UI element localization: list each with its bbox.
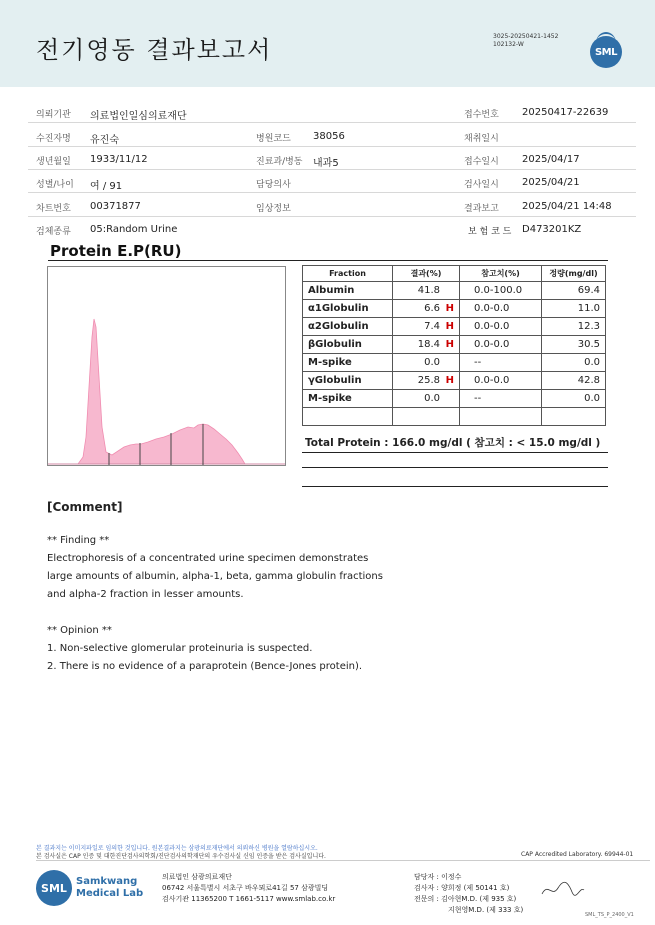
fraction-reference: 0.0-0.0 [460, 372, 542, 390]
electrophoresis-curve [48, 319, 285, 464]
chart-label: 차트번호 [36, 204, 71, 214]
col-header-quantity: 정량(mg/dl) [542, 266, 606, 282]
fraction-name: M-spike [303, 354, 393, 372]
fraction-reference [460, 408, 542, 426]
finding-line-1: Electrophoresis of a concentrated urine specimen demonstrates [47, 553, 369, 564]
table-header-row [303, 266, 606, 282]
comment-header: [Comment] [47, 500, 123, 514]
fraction-quantity: 0.0 [542, 354, 606, 372]
sex-age-label: 성별/나이 [36, 180, 74, 190]
sml-logo: SML [590, 36, 622, 68]
table-row [303, 390, 606, 408]
reported-value: 2025/04/21 14:48 [522, 201, 612, 212]
result-flag: H [445, 303, 454, 314]
clinical-label: 임상정보 [256, 204, 291, 214]
fraction-name: Albumin [303, 282, 393, 300]
document-code-line-1: 3025-20250421-1452 [493, 33, 559, 40]
table-row [303, 372, 606, 390]
tested-label: 검사일시 [464, 180, 499, 190]
fraction-result [393, 354, 460, 372]
fraction-quantity [542, 408, 606, 426]
insurance-value: D473201KZ [522, 224, 582, 235]
doctor-label: 담당의사 [256, 180, 291, 190]
address-line-1: 의료법인 삼광의료재단 [162, 873, 232, 881]
receipt-no-label: 접수번호 [464, 110, 499, 120]
report-title: 전기영동 결과보고서 [36, 36, 273, 64]
col-header-reference: 참고치(%) [460, 266, 542, 282]
received-label: 접수일시 [464, 157, 499, 167]
fraction-result [393, 408, 460, 426]
result-value: 18.4 [417, 339, 440, 350]
info-row-5 [28, 194, 636, 217]
result-value: 25.8 [417, 375, 440, 386]
result-value: 0.0 [424, 357, 440, 368]
fraction-result [393, 336, 460, 354]
result-value: 6.6 [424, 303, 440, 314]
dob-value: 1933/11/12 [90, 154, 148, 165]
col-header-result: 결과(%) [393, 266, 460, 282]
address-line-3: 검사기관 11365200 T 1661-5117 www.smlab.co.kr [162, 895, 336, 903]
electrophoresis-curve-svg [48, 267, 285, 465]
fraction-result [393, 318, 460, 336]
ward-code-label: 병원코드 [256, 134, 291, 144]
signature-image [540, 878, 585, 902]
result-flag: H [445, 375, 454, 386]
fraction-quantity: 69.4 [542, 282, 606, 300]
col-header-fraction: Fraction [303, 266, 393, 282]
result-value: 41.8 [417, 285, 440, 296]
opinion-line-2: 2. There is no evidence of a paraprotein (Bence-Jones protein). [47, 661, 363, 672]
table-row [303, 300, 606, 318]
received-value: 2025/04/17 [522, 154, 580, 165]
info-row-4 [28, 170, 636, 193]
fraction-reference: 0.0-0.0 [460, 300, 542, 318]
patient-label: 수진자명 [36, 134, 71, 144]
finding-line-3: and alpha-2 fraction in lesser amounts. [47, 589, 244, 600]
info-row-3 [28, 147, 636, 170]
table-row [303, 282, 606, 300]
fraction-name: α1Globulin [303, 300, 393, 318]
opinion-line-1: 1. Non-selective glomerular proteinuria is suspected. [47, 643, 313, 654]
fraction-quantity: 12.3 [542, 318, 606, 336]
fraction-reference: -- [460, 390, 542, 408]
total-protein: Total Protein : 166.0 mg/dl ( 참고치 : < 15.0 mg/dl ) [305, 437, 601, 449]
chart-value: 00371877 [90, 201, 141, 212]
dob-label: 생년월일 [36, 157, 71, 167]
form-code: SML_TS_P_2400_V1 [585, 912, 634, 918]
specimen-value: 05:Random Urine [90, 224, 178, 235]
fraction-reference: 0.0-100.0 [460, 282, 542, 300]
signatory-1: 담당자 : 이정수 [414, 873, 462, 881]
fraction-quantity: 0.0 [542, 390, 606, 408]
footer-sml-logo: SML [36, 870, 72, 906]
dept-value: 내과5 [313, 158, 339, 169]
finding-heading: ** Finding ** [47, 535, 110, 546]
institution-label: 의뢰기관 [36, 110, 71, 120]
reported-label: 결과보고 [464, 204, 499, 214]
fraction-quantity: 11.0 [542, 300, 606, 318]
fraction-name: βGlobulin [303, 336, 393, 354]
institution-value: 의료법인일심의료재단 [90, 111, 187, 122]
fraction-reference: 0.0-0.0 [460, 336, 542, 354]
ward-code-value: 38056 [313, 131, 345, 142]
finding-line-2: large amounts of albumin, alpha-1, beta, gamma globulin fractions [47, 571, 383, 582]
fraction-reference: -- [460, 354, 542, 372]
result-value: 7.4 [424, 321, 440, 332]
brand-line-1: Samkwang [76, 876, 138, 887]
receipt-no-value: 20250417-22639 [522, 107, 609, 118]
electrophoresis-graph [47, 266, 286, 466]
brand-line-2: Medical Lab [76, 888, 144, 899]
fraction-table [302, 265, 606, 426]
footer-note-1: 본 결과지는 이미지파일로 임의한 것입니다. 원본결과지는 삼광의료재단에서 의뢰하신 병원을 열람하십시오. [36, 845, 318, 852]
fraction-result [393, 282, 460, 300]
document-code-line-2: 102132-W [493, 41, 524, 48]
signatory-3: 전문의 : 김아현M.D. (제 935 호) [414, 895, 517, 903]
section-title: Protein E.P(RU) [50, 242, 182, 260]
fraction-name [303, 408, 393, 426]
cap-accreditation: CAP Accredited Laboratory. 69944-01 [521, 851, 634, 858]
insurance-label: 보 험 코 드 [468, 227, 512, 237]
total-rule-1 [302, 452, 608, 453]
fraction-quantity: 42.8 [542, 372, 606, 390]
result-flag: H [445, 321, 454, 332]
fraction-reference: 0.0-0.0 [460, 318, 542, 336]
fraction-quantity: 30.5 [542, 336, 606, 354]
table-row [303, 354, 606, 372]
footer-signatories [414, 872, 523, 916]
fraction-result [393, 390, 460, 408]
section-title-rule [48, 260, 608, 261]
fraction-name: M-spike [303, 390, 393, 408]
info-row-1 [28, 100, 636, 123]
signature-stroke [542, 882, 584, 895]
total-rule-2 [302, 467, 608, 468]
dept-label: 진료과/병동 [256, 157, 303, 167]
footer-address [162, 872, 335, 905]
document-code [493, 33, 558, 49]
specimen-label: 검체종류 [36, 227, 71, 237]
table-row [303, 318, 606, 336]
fraction-result [393, 300, 460, 318]
opinion-heading: ** Opinion ** [47, 625, 112, 636]
footer-brand [76, 876, 143, 900]
footer-note-2: 본 검사실은 CAP 인증 및 대한진단검사의학회/진단검사의학재단의 우수검사실 신임 인증을 받은 검사실입니다. [36, 853, 326, 860]
collection-label: 채취일시 [464, 134, 499, 144]
patient-value: 유진숙 [90, 135, 119, 146]
total-rule-3 [302, 486, 608, 487]
signatory-4: 지현영M.D. (제 333 호) [448, 906, 524, 914]
result-value: 0.0 [424, 393, 440, 404]
result-flag: H [445, 339, 454, 350]
signatory-2: 검사자 : 양희정 (제 50141 호) [414, 884, 510, 892]
fraction-result [393, 372, 460, 390]
fraction-name: α2Globulin [303, 318, 393, 336]
table-row [303, 336, 606, 354]
info-row-6 [28, 217, 636, 240]
info-row-2 [28, 124, 636, 147]
tested-value: 2025/04/21 [522, 177, 580, 188]
sex-age-value: 여 / 91 [90, 181, 123, 192]
table-row [303, 408, 606, 426]
footer-divider [36, 860, 650, 861]
fraction-name: γGlobulin [303, 372, 393, 390]
address-line-2: 06742 서울특별시 서초구 바우뫼로41길 57 삼광빌딩 [162, 884, 329, 892]
